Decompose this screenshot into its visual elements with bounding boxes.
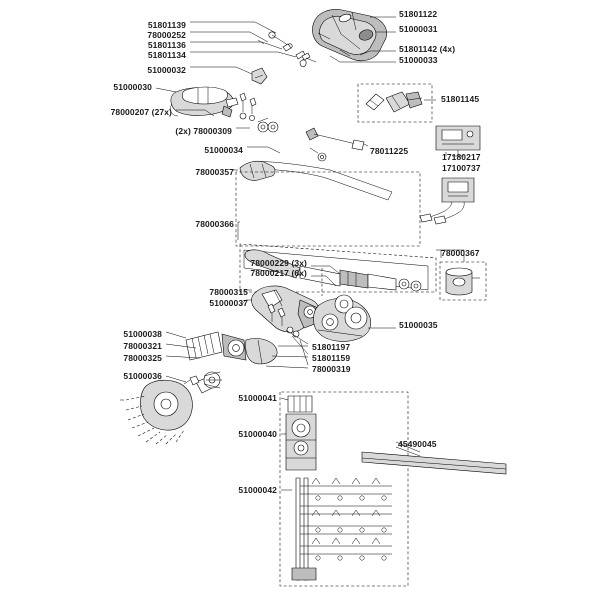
- part-label-17180217: 17180217: [442, 152, 481, 162]
- top-left-hardware: [252, 32, 306, 84]
- part-label-51000042: 51000042: [238, 485, 277, 495]
- part-label-51801136: 51801136: [147, 40, 186, 50]
- main-handle: [170, 87, 238, 117]
- part-label-78011225: 78011225: [370, 146, 409, 156]
- part-label-51801134: 51801134: [147, 50, 186, 60]
- part-label-51801145: 51801145: [441, 94, 480, 104]
- part-label-51000038: 51000038: [123, 329, 162, 339]
- part-label-78000315: 78000315: [209, 287, 248, 297]
- part-label-51000040: 51000040: [238, 429, 277, 439]
- part-label-51000037: 51000037: [209, 298, 248, 308]
- part-label-51000041: 51000041: [238, 393, 277, 403]
- part-label-51000030: 51000030: [113, 82, 152, 92]
- part-label-51801122: 51801122: [399, 9, 438, 19]
- part-label-78000252: 78000252: [147, 30, 186, 40]
- part-label-51801159: 51801159: [312, 353, 351, 363]
- part-label-78000367: 78000367: [441, 248, 480, 258]
- part-label-78000321: 78000321: [123, 341, 162, 351]
- blade-bars: [292, 478, 392, 580]
- part-label-51000035: 51000035: [399, 320, 438, 330]
- part-label-17100737: 17100737: [442, 163, 481, 173]
- fastener-details: [240, 93, 326, 161]
- part-label-51000032: 51000032: [147, 65, 186, 75]
- part-label-51000034: 51000034: [204, 145, 243, 155]
- power-adapter: [420, 178, 474, 224]
- drive-shaft-assembly: [166, 332, 308, 368]
- blade-cover-bar: [362, 447, 506, 474]
- part-label-78000325: 78000325: [123, 353, 162, 363]
- part-label-78000217: 78000217 (6x): [250, 268, 307, 278]
- part-label-51801197: 51801197: [312, 342, 351, 352]
- part-label-51801139: 51801139: [147, 20, 186, 30]
- part-label-78000357: 78000357: [195, 167, 234, 177]
- blade-gear-head: [281, 396, 316, 490]
- part-label-51801142: 51801142 (4x): [399, 44, 456, 54]
- part-label-78000319: 78000319: [312, 364, 351, 374]
- part-label-78000207: 78000207 (27x): [110, 107, 172, 117]
- part-label-78000309: (2x) 78000309: [175, 126, 232, 136]
- part-label-51000033: 51000033: [399, 55, 438, 65]
- pole-shaft-upper: [236, 161, 420, 246]
- leader-lines-top-left: [190, 22, 296, 74]
- part-label-51000031: 51000031: [399, 24, 438, 34]
- small-parts-right: [358, 84, 436, 122]
- part-label-45490045: 45490045: [398, 439, 437, 449]
- part-label-51000036: 51000036: [123, 371, 162, 381]
- part-label-78000366: 78000366: [195, 219, 234, 229]
- cable-assembly: [306, 128, 368, 150]
- part-label-78000229: 78000229 (3x): [250, 258, 307, 268]
